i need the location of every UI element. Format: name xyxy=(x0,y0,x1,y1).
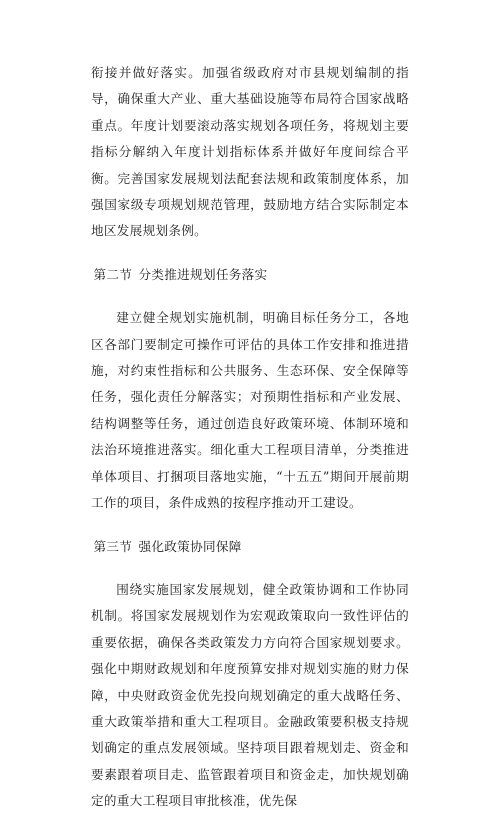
paragraph-section-3: 围绕实施国家发展规划，健全政策协调和工作协同机制。将国家发展规划作为宏观政策取向一致性评估的重要依据，确保各类政策发力方向符合国家规划要求。强化中期财政规划和年度预算安排对规划实施的财力保障，中央财政资金优先投向规划确定的重大战略任务、重大政策举措和重大工程项目。金融政策要积极支持规划确定的重点发展领域。坚持项目跟着规划走、资金和要素跟着项目走、监管跟着项目和资金走，加快规划确定的重大工程项目审批核准，优先保 xyxy=(91,581,409,809)
section-heading-3 xyxy=(91,534,409,560)
paragraph-continuation: 衔接并做好落实。加强省级政府对市县规划编制的指导，确保重大产业、重大基础设施等布局符合国家战略重点。年度计划要滚动落实规划各项任务，将规划主要指标分解纳入年度计划指标体系并做好年度间综合平衡。完善国家发展规划法配套法规和政策制度体系，加强国家级专项规划规范管理，鼓励地方结合实际制定本地区发展规划条例。 xyxy=(91,65,409,239)
section-title: 分类推进规划任务落实 xyxy=(138,266,268,282)
paragraph-section-2: 建立健全规划实施机制，明确目标任务分工，各地区各部门要制定可操作可评估的具体工作安排和推进措施，对约束性指标和公共服务、生态环保、安全保障等任务，强化责任分解落实；对预期性指标和产业发展、结构调整等任务，通过创造良好政策环境、体制环境和法治环境推进落实。细化重大工程项目清单，分类推进单体项目、打捆项目落地实施，“十五五”期间开展前期工作的项目，条件成熟的按程序推动开工建设。 xyxy=(91,310,409,511)
section-heading-2 xyxy=(91,262,409,288)
section-title: 强化政策协同保障 xyxy=(138,538,242,554)
section-number: 第三节 xyxy=(93,538,133,554)
document-body xyxy=(91,60,409,815)
section-number: 第二节 xyxy=(93,266,133,282)
